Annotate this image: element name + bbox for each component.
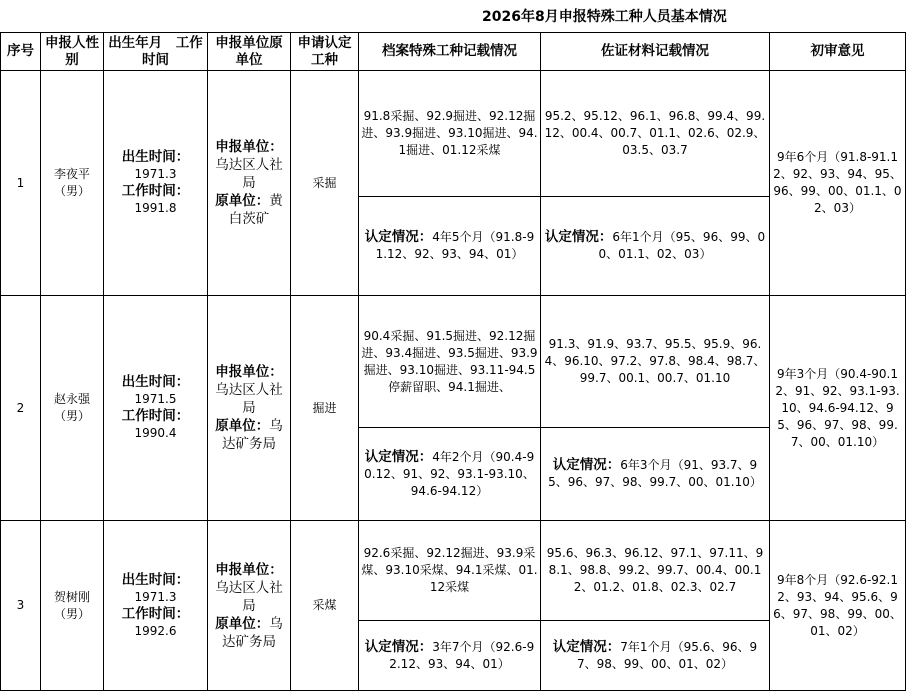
- applicant-gender: （男）: [53, 184, 90, 198]
- header-no: 序号: [1, 33, 41, 71]
- header-opinion: 初审意见: [770, 33, 906, 71]
- cell-archive: 90.4采掘、91.5掘进、92.12掘进、93.4掘进、93.5掘进、93.9掘进、93.10掘进、93.11-94.5停薪留职、94.1掘进、: [359, 296, 541, 428]
- cell-archive: 91.8采掘、92.9掘进、92.12掘进、93.9掘进、93.10掘进、94.1掘进、01.12采煤: [359, 71, 541, 197]
- cell-evidence: 95.6、96.3、96.12、97.1、97.11、98.1、98.8、99.2、99.7、00.4、00.12、01.2、01.8、02.3、02.7: [541, 521, 770, 621]
- birth-value: 1971.3: [134, 589, 177, 604]
- header-row: [1, 33, 906, 71]
- orig-label: 原单位：: [215, 615, 270, 632]
- table-row: [1, 521, 906, 621]
- cell-evidence-recognized: [541, 428, 770, 521]
- header-archive: 档案特殊工种记载情况: [359, 33, 541, 71]
- recognized-label: 认定情况：: [364, 638, 433, 655]
- recognized-label: 认定情况：: [364, 448, 433, 465]
- work-label: 工作时间：: [121, 183, 190, 199]
- cell-name: [41, 521, 104, 691]
- orig-label: 原单位：: [215, 193, 270, 209]
- cell-name: [41, 71, 104, 296]
- cell-unit: [208, 521, 291, 691]
- cell-type: 采煤: [291, 521, 359, 691]
- cell-dates: [104, 521, 208, 691]
- recognized-label: 认定情况：: [552, 457, 621, 473]
- cell-unit: [208, 71, 291, 296]
- cell-unit: [208, 296, 291, 521]
- header-type: 申请认定工种: [291, 33, 359, 71]
- orig-value: 乌达矿务局: [222, 615, 283, 650]
- recognized-value: 7年1个月（95.6、96、97、98、99、00、01、02）: [577, 639, 758, 671]
- cell-no: 3: [1, 521, 41, 691]
- unit-value: 乌达区人社局: [215, 157, 283, 191]
- unit-value: 乌达区人社局: [215, 579, 283, 614]
- work-value: 1992.6: [134, 623, 177, 638]
- table-row: [1, 71, 906, 197]
- applicant-name: 赵永强: [53, 392, 90, 406]
- cell-opinion: 9年3个月（90.4-90.12、91、92、93.1-93.10、94.6-94.12、95、96、97、98、99.7、00、01.10）: [770, 296, 906, 521]
- header-unit: 申报单位原单位: [208, 33, 291, 71]
- recognized-label: 认定情况：: [364, 229, 433, 245]
- cell-evidence: 91.3、91.9、93.7、95.5、95.9、96.4、96.10、97.2、97.8、98.4、98.7、99.7、00.1、00.7、01.10: [541, 296, 770, 428]
- orig-value: 乌达矿务局: [222, 418, 283, 452]
- cell-no: 2: [1, 296, 41, 521]
- recognized-value: 4年2个月（90.4-90.12、91、92、93.1-93.10、94.6-94.12）: [364, 449, 535, 498]
- recognized-value: 4年5个月（91.8-91.12、92、93、94、01）: [375, 230, 535, 261]
- birth-label: 出生时间：: [121, 374, 190, 390]
- cell-type: 采掘: [291, 71, 359, 296]
- cell-evidence: 95.2、95.12、96.1、96.8、99.4、99.12、00.4、00.7、01.1、02.6、02.9、03.5、03.7: [541, 71, 770, 197]
- table-row: [1, 296, 906, 428]
- applicant-gender: （男）: [53, 606, 90, 621]
- cell-type: 掘进: [291, 296, 359, 521]
- cell-evidence-recognized: [541, 197, 770, 296]
- birth-value: 1971.3: [134, 167, 177, 181]
- work-value: 1990.4: [134, 426, 177, 440]
- header-name: 申报人性别: [41, 33, 104, 71]
- recognized-value: 3年7个月（92.6-92.12、93、94、01）: [389, 639, 535, 671]
- header-dates: 出生年月 工作时间: [104, 33, 208, 71]
- header-evidence: 佐证材料记载情况: [541, 33, 770, 71]
- cell-archive-recognized: [359, 197, 541, 296]
- unit-label: 申报单位：: [215, 364, 283, 380]
- cell-archive-recognized: [359, 428, 541, 521]
- unit-label: 申报单位：: [215, 139, 283, 155]
- cell-name: [41, 296, 104, 521]
- birth-label: 出生时间：: [121, 149, 190, 165]
- page-title-bar: [0, 2, 906, 32]
- cell-opinion: 9年6个月（91.8-91.12、92、93、94、95、96、99、00、01.1、02、03）: [770, 71, 906, 296]
- cell-opinion: 9年8个月（92.6-92.12、93、94、95.6、96、97、98、99、00、01、02）: [770, 521, 906, 691]
- applicant-gender: （男）: [53, 409, 90, 423]
- applicant-name: 李夜平: [53, 167, 90, 181]
- birth-value: 1971.5: [134, 392, 177, 406]
- cell-evidence-recognized: [541, 621, 770, 691]
- cell-dates: [104, 71, 208, 296]
- unit-label: 申报单位：: [215, 561, 283, 578]
- work-label: 工作时间：: [121, 408, 190, 424]
- page-title: 2026年8月申报特殊工种人员基本情况: [482, 9, 727, 25]
- cell-no: 1: [1, 71, 41, 296]
- applicant-table: [0, 32, 906, 691]
- recognized-value: 6年3个月（91、93.7、95、96、97、98、99.7、00、01.10）: [548, 458, 762, 489]
- cell-dates: [104, 296, 208, 521]
- work-value: 1991.8: [134, 201, 177, 215]
- birth-label: 出生时间：: [121, 571, 190, 588]
- orig-value: 黄白茨矿: [228, 193, 283, 227]
- recognized-value: 6年1个月（95、96、99、00、01.1、02、03）: [598, 230, 766, 261]
- orig-label: 原单位：: [215, 418, 270, 434]
- work-label: 工作时间：: [121, 605, 190, 622]
- applicant-name: 贺树刚: [53, 589, 90, 604]
- cell-archive-recognized: [359, 621, 541, 691]
- recognized-label: 认定情况：: [552, 638, 621, 655]
- cell-archive: 92.6采掘、92.12掘进、93.9采煤、93.10采煤、94.1采煤、01.12采煤: [359, 521, 541, 621]
- recognized-label: 认定情况：: [544, 229, 613, 245]
- unit-value: 乌达区人社局: [215, 382, 283, 416]
